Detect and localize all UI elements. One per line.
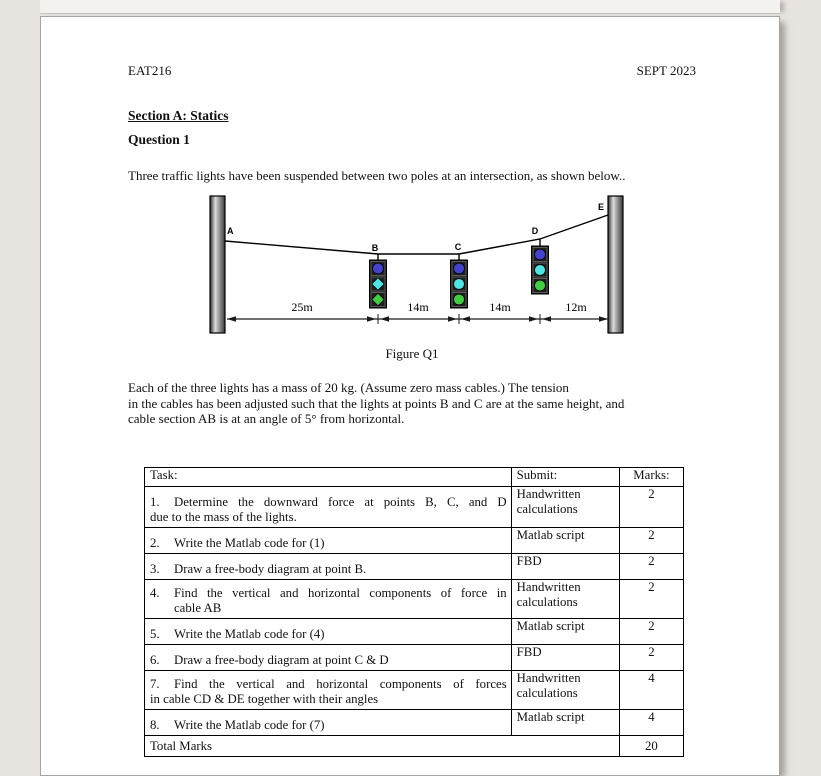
point-label-e: E: [597, 202, 604, 212]
table-row: 3. Draw a free-body diagram at point B. FBD 2: [145, 554, 684, 580]
task-8-text: Write the Matlab code for (7): [174, 717, 325, 732]
header-marks: Marks:: [619, 468, 683, 487]
table-row: 1. Determine the downward force at points B, C, and D due to the mass of the lights. Handwritten calculations 2: [145, 487, 684, 528]
marks-5: 2: [619, 619, 683, 645]
point-label-c: C: [454, 242, 462, 252]
dim-label-12m: 12m: [565, 300, 587, 314]
point-label-d: D: [531, 226, 539, 236]
lamp-c-bottom: [454, 294, 465, 305]
table-row: 8. Write the Matlab code for (7) Matlab script 4: [145, 710, 684, 736]
table-header-row: [145, 468, 684, 487]
submit-4: Handwritten calculations: [511, 580, 619, 619]
task-2-text: Write the Matlab code for (1): [174, 535, 325, 550]
figure-q1-diagram: [204, 193, 634, 343]
table-row: 6. Draw a free-body diagram at point C & D FBD 2: [145, 645, 684, 671]
dim-label-14m-1: 14m: [407, 300, 429, 314]
marks-4: 2: [619, 580, 683, 619]
figure-q1: [204, 193, 634, 343]
lamp-d-bottom: [535, 280, 546, 291]
marks-6: 2: [619, 645, 683, 671]
dim-label-25m: 25m: [291, 300, 313, 314]
pole-left: [210, 196, 225, 333]
lamp-d-top: [535, 249, 546, 260]
task-6-text: Draw a free-body diagram at point C & D: [174, 652, 389, 667]
figure-caption: Figure Q1: [385, 346, 439, 361]
body-paragraph: [128, 380, 713, 427]
marks-table: [144, 467, 684, 757]
task-5-text: Write the Matlab code for (4): [174, 626, 325, 641]
submit-7: Handwritten calculations: [511, 671, 619, 710]
task-3-text: Draw a free-body diagram at point B.: [174, 561, 367, 576]
traffic-light-b: [370, 260, 387, 308]
table-total-row: [145, 736, 684, 757]
lamp-b-top: [373, 263, 384, 274]
traffic-light-c: [451, 260, 468, 308]
course-code: EAT216: [128, 63, 172, 78]
submit-6: FBD: [511, 645, 619, 671]
table-row: 5. Write the Matlab code for (4) Matlab script 2: [145, 619, 684, 645]
section-heading: Section A: Statics: [128, 108, 229, 123]
task-1-text: Determine the downward force at points B, C, and D: [174, 494, 507, 509]
task-4-text: Find the vertical and horizontal components of force in: [174, 585, 507, 600]
cable: [225, 215, 608, 254]
table-row: 7. Find the vertical and horizontal components of forces in cable CD & DE together with their angles Handwritten calculations 4: [145, 671, 684, 710]
submit-5: Matlab script: [511, 619, 619, 645]
dim-label-14m-2: 14m: [489, 300, 511, 314]
marks-7: 4: [619, 671, 683, 710]
task-7-text: Find the vertical and horizontal components of forces: [174, 676, 507, 691]
body-line-2: in the cables has been adjusted such that the lights at points B and C are at the same height, and: [128, 395, 625, 411]
previous-page-bottom-edge: [40, 0, 780, 14]
exam-session: SEPT 2023: [636, 63, 696, 78]
body-line-3: cable section AB is at an angle of 5° from horizontal.: [128, 411, 405, 427]
submit-2: Matlab script: [511, 528, 619, 554]
intro-paragraph: Three traffic lights have been suspended between two poles at an intersection, as shown below..: [128, 168, 626, 183]
question-heading: Question 1: [128, 132, 190, 147]
header-submit: Submit:: [511, 468, 619, 487]
document-page: [40, 16, 780, 776]
lamp-c-top: [454, 263, 465, 274]
pole-right: [608, 196, 623, 333]
total-marks: 20: [619, 736, 683, 757]
table-row: 2. Write the Matlab code for (1) Matlab script 2: [145, 528, 684, 554]
body-line-1: Each of the three lights has a mass of 20 kg. (Assume zero mass cables.) The tension: [128, 380, 569, 395]
submit-8: Matlab script: [511, 710, 619, 736]
point-label-a: A: [227, 226, 234, 236]
total-label: Total Marks: [145, 736, 620, 757]
table-row: 4. Find the vertical and horizontal components of force in cable AB Handwritten calculations 2: [145, 580, 684, 619]
point-label-b: B: [371, 243, 379, 253]
lamp-c-middle: [454, 279, 465, 290]
marks-1: 2: [619, 487, 683, 528]
lamp-d-middle: [535, 265, 546, 276]
header-task: Task:: [145, 468, 512, 487]
marks-8: 4: [619, 710, 683, 736]
marks-2: 2: [619, 528, 683, 554]
traffic-light-d: [532, 246, 549, 294]
submit-3: FBD: [511, 554, 619, 580]
marks-3: 2: [619, 554, 683, 580]
document-header: [128, 63, 696, 79]
submit-1: Handwritten calculations: [511, 487, 619, 528]
